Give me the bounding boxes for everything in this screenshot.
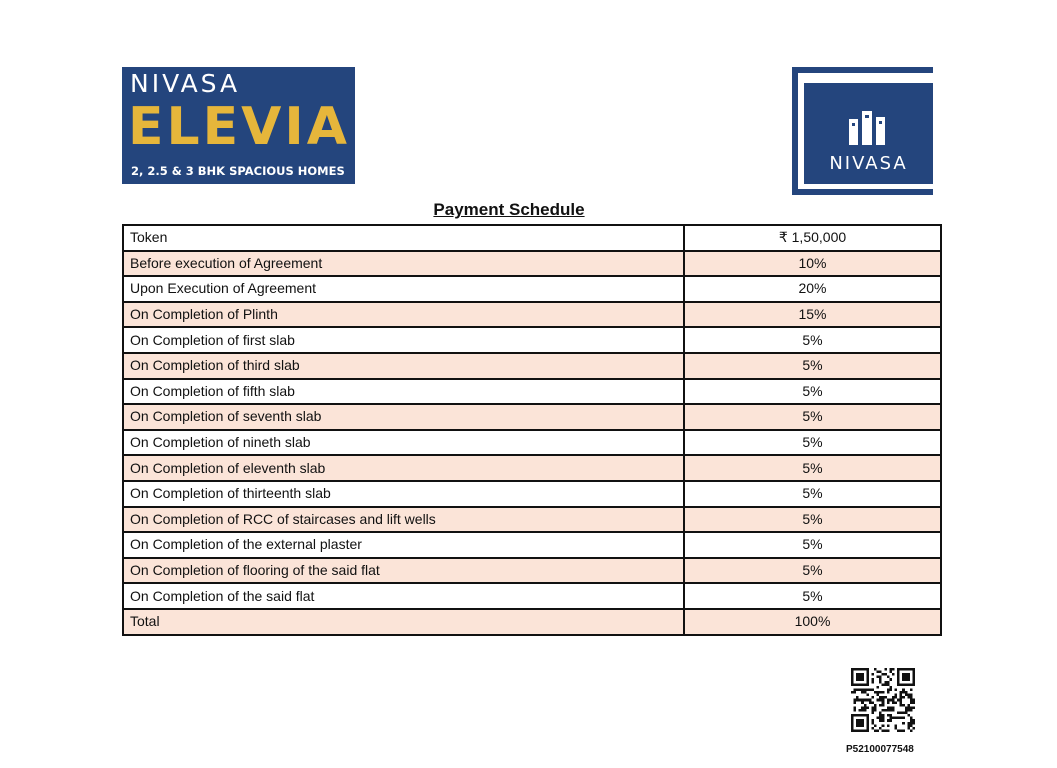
row-value: 5% <box>684 353 941 379</box>
table-row <box>123 276 941 302</box>
row-value: 5% <box>684 379 941 405</box>
row-label: On Completion of the external plaster <box>123 532 684 558</box>
row-label: Total <box>123 609 684 635</box>
qr-code-label: P52100077548 <box>846 744 914 755</box>
table-row <box>123 302 941 328</box>
qr-code-icon <box>851 667 915 733</box>
table-row <box>123 225 941 251</box>
logo-name: NIVASA <box>829 153 908 174</box>
row-value: 10% <box>684 251 941 277</box>
row-label: On Completion of thirteenth slab <box>123 481 684 507</box>
row-value: 5% <box>684 558 941 584</box>
row-value: 5% <box>684 583 941 609</box>
row-label: On Completion of the said flat <box>123 583 684 609</box>
table-row <box>123 327 941 353</box>
table-row <box>123 379 941 405</box>
table-row <box>123 532 941 558</box>
table-row <box>123 353 941 379</box>
table-row <box>123 558 941 584</box>
row-value: 5% <box>684 404 941 430</box>
table-row <box>123 481 941 507</box>
row-label: On Completion of third slab <box>123 353 684 379</box>
logo-tagline: 2, 2.5 & 3 BHK SPACIOUS HOMES <box>131 164 345 178</box>
row-value: 5% <box>684 507 941 533</box>
row-value: 5% <box>684 532 941 558</box>
payment-schedule-table <box>122 224 942 636</box>
row-label: On Completion of nineth slab <box>123 430 684 456</box>
row-value: 5% <box>684 430 941 456</box>
row-label: Upon Execution of Agreement <box>123 276 684 302</box>
row-value: 5% <box>684 455 941 481</box>
row-label: On Completion of first slab <box>123 327 684 353</box>
page-title: Payment Schedule <box>433 200 585 219</box>
row-label: On Completion of eleventh slab <box>123 455 684 481</box>
row-label: On Completion of Plinth <box>123 302 684 328</box>
row-label: Before execution of Agreement <box>123 251 684 277</box>
row-value: 100% <box>684 609 941 635</box>
nivasa-logo <box>792 67 933 195</box>
row-label: On Completion of seventh slab <box>123 404 684 430</box>
row-value: 20% <box>684 276 941 302</box>
row-label: Token <box>123 225 684 251</box>
table-row <box>123 455 941 481</box>
logo-brand: NIVASA <box>130 69 241 98</box>
table-row <box>123 430 941 456</box>
table-row <box>123 251 941 277</box>
row-value: ₹ 1,50,000 <box>684 225 941 251</box>
logo-title: ELEVIA <box>128 97 351 157</box>
row-value: 5% <box>684 481 941 507</box>
row-label: On Completion of fifth slab <box>123 379 684 405</box>
row-label: On Completion of flooring of the said flat <box>123 558 684 584</box>
table-row <box>123 507 941 533</box>
row-value: 5% <box>684 327 941 353</box>
table-row <box>123 583 941 609</box>
row-value: 15% <box>684 302 941 328</box>
row-label: On Completion of RCC of staircases and lift wells <box>123 507 684 533</box>
elevia-logo <box>122 67 355 184</box>
building-icon <box>849 111 885 145</box>
table-row <box>123 404 941 430</box>
table-row <box>123 609 941 635</box>
